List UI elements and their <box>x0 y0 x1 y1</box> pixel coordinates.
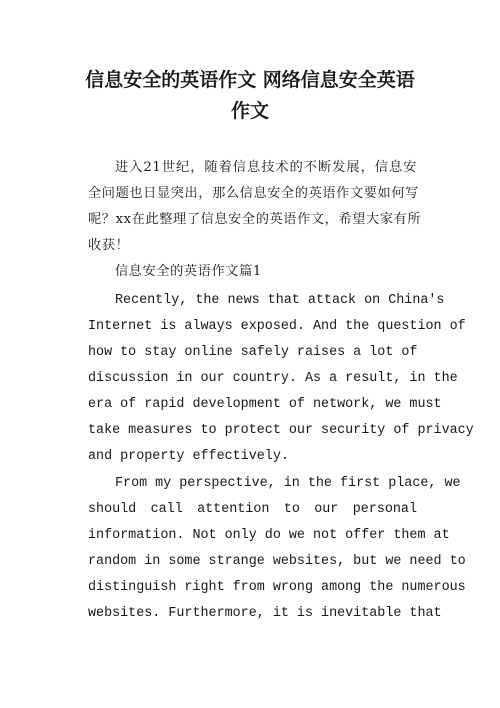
paragraph-line: distinguish right from wrong among the numerous <box>88 580 466 595</box>
document-title-line-2: 作文 <box>230 100 269 122</box>
intro-line: 进入21世纪，随着信息技术的不断发展，信息安 <box>115 160 417 175</box>
paragraph-line: websites. Furthermore, it is inevitable that <box>88 606 442 621</box>
intro-line: 全问题也日显突出，那么信息安全的英语作文要如何写 <box>88 186 419 201</box>
paragraph-line: From my perspective, in the first place, we <box>115 476 461 491</box>
paragraph-line: Internet is always exposed. And the question of <box>88 319 466 334</box>
paragraph-line: discussion in our country. As a result, in the <box>88 371 458 386</box>
document-title-line-1: 信息安全的英语作文 网络信息安全英语 <box>85 69 415 91</box>
paragraph-line: take measures to protect our security of privacy <box>88 423 474 438</box>
paragraph-line: should call attention to our personal <box>88 502 417 517</box>
paragraph-line: information. Not only do we not offer them at <box>88 528 450 543</box>
paragraph-line: how to stay online safely raises a lot of <box>88 345 418 360</box>
paragraph-line: Recently, the news that attack on China's <box>115 293 445 308</box>
section-heading: 信息安全的英语作文篇1 <box>115 264 262 279</box>
paragraph-line: era of rapid development of network, we must <box>88 397 442 412</box>
paragraph-line: random in some strange websites, but we need to <box>88 554 466 569</box>
intro-line: 收获！ <box>88 238 130 253</box>
paragraph-line: and property effectively. <box>88 449 289 464</box>
intro-line: 呢？xx在此整理了信息安全的英语作文，希望大家有所 <box>88 212 422 227</box>
